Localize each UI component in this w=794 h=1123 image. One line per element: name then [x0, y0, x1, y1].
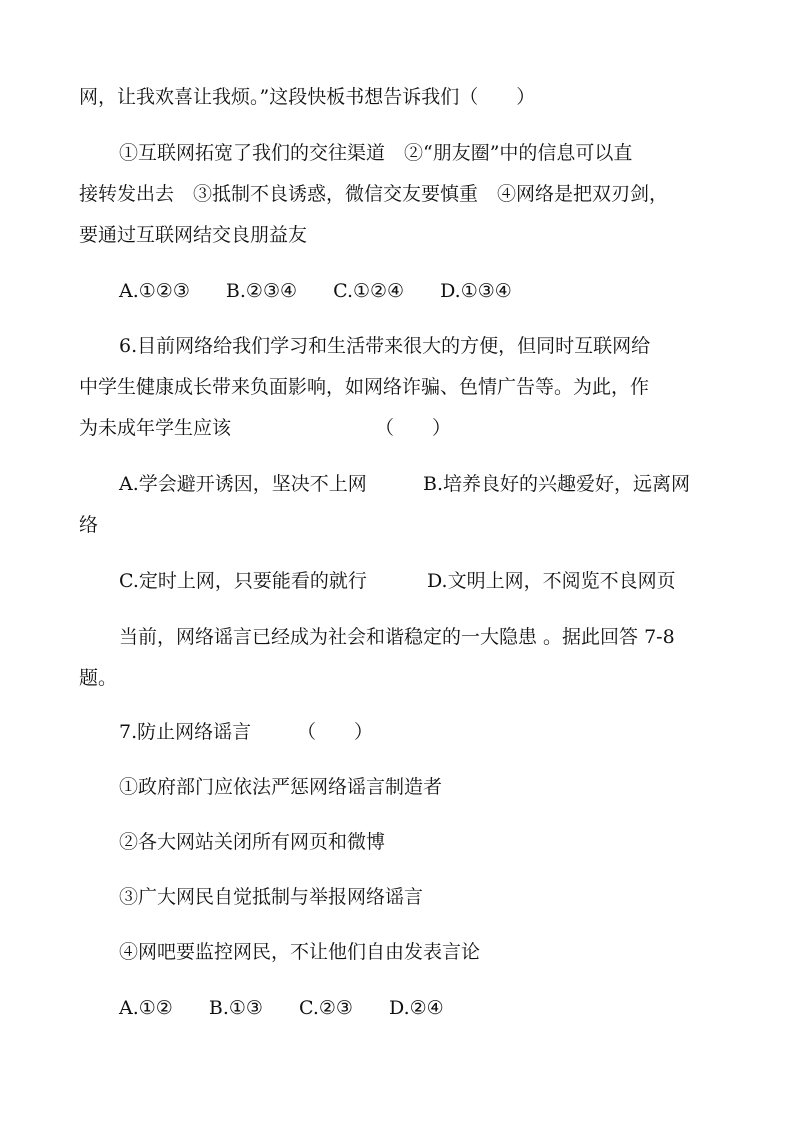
question-5-option-d: D.①③④	[440, 280, 512, 302]
question-6-option-c: C.定时上网，只要能看的就行	[119, 570, 367, 592]
question-7-statement-3: ③广大网民自觉抵制与举报网络谣言	[119, 886, 424, 908]
question-5-option-b: B.②③④	[225, 280, 298, 302]
question-7-option-d: D.②④	[389, 997, 444, 1019]
question-7-answer-paren: （ ）	[297, 721, 374, 743]
question-6-options-cd	[119, 568, 718, 594]
question-5-options	[119, 278, 718, 304]
question-7-options	[119, 995, 718, 1021]
question-6-answer-paren: （ ）	[375, 417, 452, 439]
question-5-option-c: C.①②④	[333, 280, 405, 302]
question-6-option-d: D.文明上网，不阅览不良网页	[427, 570, 676, 592]
question-6-option-b: B.培养良好的兴趣爱好，远离网	[423, 473, 691, 495]
question-6-stem-line-1: 6.目前网络给我们学习和生活带来很大的方便，但同时互联网给	[119, 335, 651, 357]
question-7-statement-4: ④网吧要监控网民，不让他们自由发表言论	[119, 941, 481, 963]
question-6-options-ab	[119, 471, 718, 497]
question-7-stem-text: 7.防止网络谣言	[119, 721, 252, 743]
question-5-statements-line-1: ①互联网拓宽了我们的交往渠道 ②“朋友圈”中的信息可以直	[119, 142, 633, 164]
question-6-option-b-continued: 络	[79, 514, 99, 536]
question-7-option-b: B.①③	[208, 997, 263, 1019]
context-paragraph-line-1: 当前，网络谣言已经成为社会和谐稳定的一大隐患 。据此回答 7-8	[119, 626, 675, 648]
question-6-stem-line-3	[79, 415, 718, 441]
question-6-stem-line-2: 中学生健康成长带来负面影响，如网络诈骗、色情广告等。为此，作	[79, 376, 650, 398]
question-7-option-c: C.②③	[299, 997, 353, 1019]
question-6-option-a: A.学会避开诱因，坚决不上网	[119, 473, 367, 495]
question-7-option-a: A.①②	[119, 997, 173, 1019]
question-5-statements-line-3: 要通过互联网结交良朋益友	[79, 224, 308, 246]
context-paragraph-line-2: 题。	[79, 667, 118, 689]
question-7-statement-1: ①政府部门应依法严惩网络谣言制造者	[119, 776, 443, 798]
question-5-option-a: A.①②③	[119, 280, 190, 302]
question-7-statement-2: ②各大网站关闭所有网页和微博	[119, 831, 386, 853]
question-6-stem-text: 为未成年学生应该	[79, 417, 232, 439]
question-7-stem	[119, 719, 718, 745]
question-5-statements-line-2: 接转发出去 ③抵制不良诱惑，微信交友要慎重 ④网络是把双刃剑，	[79, 183, 669, 205]
question-5-stem-end: 网，让我欢喜让我烦。”这段快板书想告诉我们（ ）	[79, 86, 536, 108]
